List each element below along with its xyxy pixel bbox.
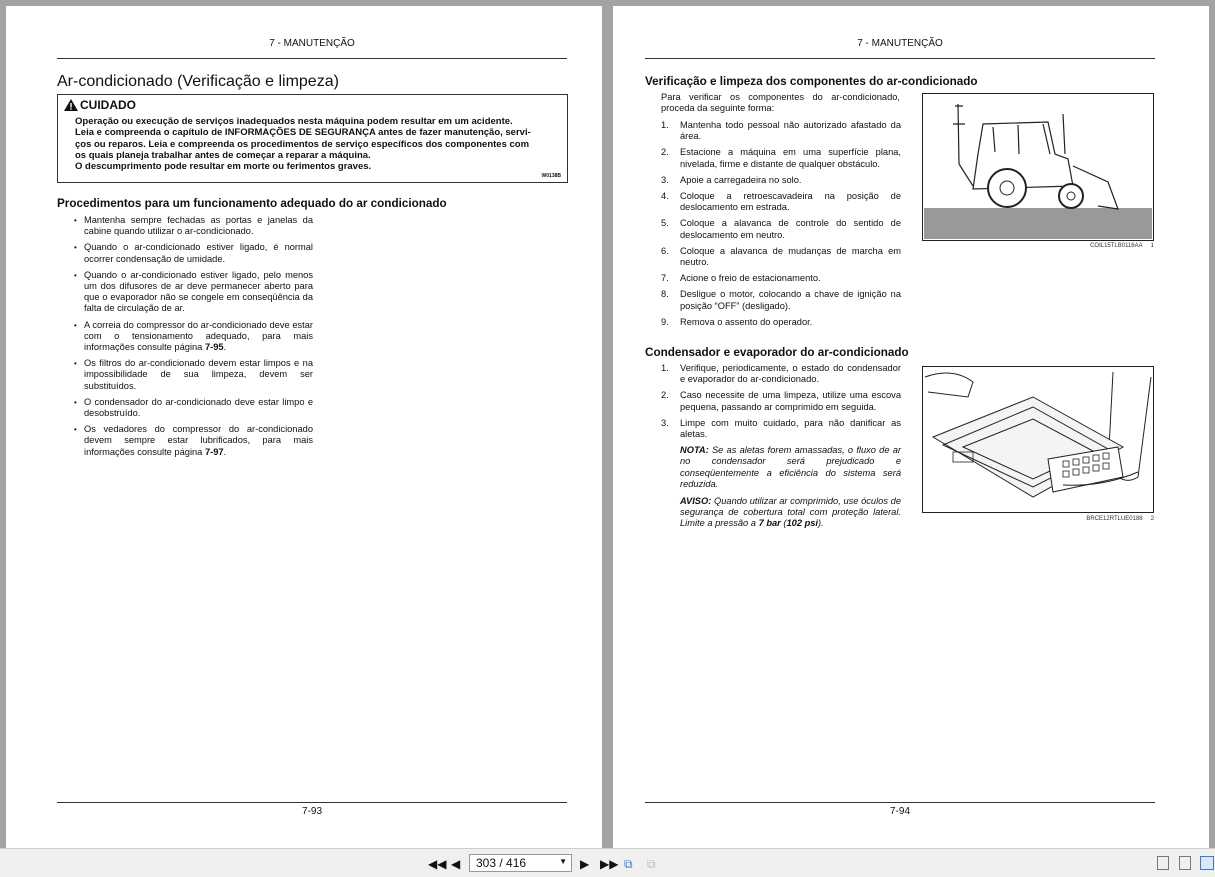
next-page-icon[interactable]: ▶: [580, 857, 590, 871]
warning-triangle-icon: [64, 99, 78, 111]
previous-page-icon[interactable]: ◀: [451, 857, 461, 871]
page-title: Ar-condicionado (Verificação e limpeza): [57, 73, 339, 90]
list-item: 8. Desligue o motor, colocando a chave de ignição na posição “OFF” (desligado).: [661, 289, 901, 311]
caution-line: os quais planeja trabalhar antes de começar a reparar a máquina.: [75, 149, 371, 161]
single-page-view-icon[interactable]: [1157, 856, 1169, 870]
note-block: NOTA: Se as aletas forem amassadas, o fluxo de ar no condensador será prejudicado e conseqüentemente a eficiência do sistema será reduzida. AVISO: Quando utilizar ar comprimido, use óculos de segurança de cobertura total com proteção lateral. Limite a pressão a 7 bar (102 psi).: [680, 445, 901, 529]
facing-pages-view-icon[interactable]: [1200, 856, 1214, 870]
bullet-list: [73, 215, 313, 463]
dropdown-arrow-icon[interactable]: ▼: [559, 857, 567, 866]
section-title: Condensador e evaporador do ar-condicionado: [645, 346, 909, 359]
list-item: • Quando o ar-condicionado estiver ligado, pelo menos um dos difusores de ar deve permanecer aberto para que o evaporador não se congele em conseqüência da falta de circulação de ar.: [73, 270, 313, 315]
figure-caption: COIL15TLB0116AA 1: [1090, 243, 1154, 249]
page-link[interactable]: 7-97: [204, 446, 224, 457]
list-item: 2. Caso necessite de uma limpeza, utilize uma escova pequena, passando ar comprimido em seguida.: [661, 390, 901, 412]
caution-label: CUIDADO: [80, 98, 136, 112]
backhoe-figure: [922, 93, 1154, 241]
list-item: • A correia do compressor do ar-condicionado deve estar com o tensionamento adequado, para mais informações consulte página 7-95.: [73, 320, 313, 354]
list-item: • Os vedadores do compressor do ar-condicionado devem sempre estar lubrificados, para mais informações consulte página 7-97.: [73, 424, 313, 458]
list-item: 7. Acione o freio de estacionamento.: [661, 273, 821, 284]
previous-view-icon[interactable]: ⧉: [624, 857, 633, 871]
page-number: 7-94: [645, 802, 1155, 817]
list-item: 2. Estacione a máquina em uma superfície plana, nivelada, firme e distante de qualquer obstáculo.: [661, 147, 901, 169]
steps-list: [661, 120, 901, 333]
caution-line: Operação ou execução de serviços inadequados nesta máquina podem resultar em um acidente.: [75, 116, 513, 127]
viewer-toolbar: [0, 848, 1215, 877]
backhoe-loader-illustration: [923, 94, 1153, 240]
list-item: 6. Coloque a alavanca de mudanças de marcha em neutro.: [661, 245, 901, 268]
list-item: 3. Limpe com muito cuidado, para não danificar as aletas.: [661, 417, 901, 440]
condenser-illustration: [923, 367, 1153, 512]
caution-code: W0138B: [541, 173, 561, 179]
page-header: 7 - MANUTENÇÃO: [57, 38, 567, 59]
list-item: 1. Verifique, periodicamente, o estado do condensador e evaporador do ar-condicionado.: [661, 363, 901, 385]
figure-caption: BRCE12RTLUE0188 2: [1086, 516, 1154, 522]
steps-list: [661, 363, 901, 536]
page-link[interactable]: 7-95: [204, 342, 224, 353]
right-page: [613, 6, 1209, 848]
list-item: 5. Coloque a alavanca de controle do sentido de deslocamento em neutro.: [661, 218, 901, 240]
list-item: • Quando o ar-condicionado estiver ligado, é normal ocorrer condensação de umidade.: [73, 242, 313, 264]
page-header: 7 - MANUTENÇÃO: [645, 38, 1155, 59]
section-title: Procedimentos para um funcionamento adequado do ar condicionado: [57, 197, 447, 210]
caution-line: O descumprimento pode resultar em morte ou ferimentos graves.: [75, 161, 372, 173]
list-item: 9. Remova o assento do operador.: [661, 316, 813, 327]
list-item: • Mantenha sempre fechadas as portas e janelas da cabine quando utilizar o ar-condicionado.: [73, 215, 313, 237]
page-field-value: 303 / 416: [476, 856, 527, 870]
page-number-field[interactable]: [469, 854, 572, 872]
left-page: [6, 6, 602, 848]
list-item: 1. Mantenha todo pessoal não autorizado afastado da área.: [661, 120, 901, 142]
section-title: Verificação e limpeza dos componentes do ar-condicionado: [645, 75, 978, 88]
page-number: 7-93: [57, 802, 567, 817]
list-item: 4. Coloque a retroescavadeira na posição de deslocamento em estrada.: [661, 191, 901, 213]
caution-line: Leia e compreenda o capítulo de INFORMAÇÕES DE SEGURANÇA antes de fazer manutenção, servi-: [75, 127, 531, 139]
caution-line: ços ou reparos. Leia e compreenda os procedimentos de serviço específicos dos componentes com: [75, 138, 530, 150]
continuous-view-icon[interactable]: [1179, 856, 1191, 870]
caution-box: [57, 94, 568, 183]
intro-text: Para verificar os componentes do ar-condicionado, proceda da seguinte forma:: [661, 92, 900, 114]
first-page-icon[interactable]: ◀◀: [428, 857, 447, 871]
last-page-icon[interactable]: ▶▶: [600, 857, 619, 871]
list-item: • Os filtros do ar-condicionado devem estar limpos e na impossibilidade de sua limpeza, devem ser substituídos.: [73, 358, 313, 392]
item-text: Os vedadores do compressor do ar-condicionado devem sempre estar lubrificados, para mais informações consulte página: [84, 424, 313, 457]
item-text: A correia do compressor do ar-condicionado deve estar com o tensionamento adequado, para mais informações consulte página: [84, 319, 313, 353]
condenser-figure: [922, 366, 1154, 513]
list-item: • O condensador do ar-condicionado deve estar limpo e desobstruído.: [73, 397, 313, 419]
next-view-icon[interactable]: ⧉: [647, 857, 656, 871]
list-item: 3. Apoie a carregadeira no solo.: [661, 174, 802, 185]
